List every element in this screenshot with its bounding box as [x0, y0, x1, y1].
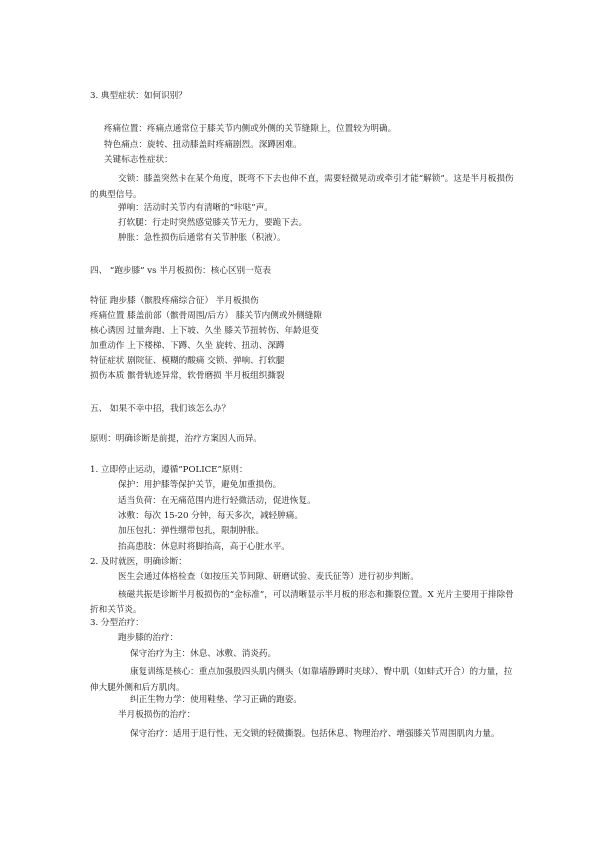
comparison-row: 损伤本质 髌骨轨迹异常，软骨磨损 半月板组织撕裂: [90, 371, 285, 381]
runner-biomech-text: 纠正生物力学：使用鞋垫、学习正确的跑姿。: [130, 695, 302, 705]
mri-text: 核磁共振是诊断半月板损伤的“金标准”，可以清晰显示半月板的形态和撕裂位置。X 光片主要用于排除骨折和关节炎。: [90, 590, 514, 615]
key-signs-label: 关键标志性症状：: [104, 155, 173, 165]
clicking-text: 弹响：活动时关节内有清晰的“咔哒”声。: [118, 203, 273, 213]
elevate-text: 抬高患肢：休息时将脚抬高，高于心脏水平。: [118, 542, 290, 552]
section-3-heading: 3. 典型症状：如何识别？: [90, 91, 187, 101]
comparison-row: 特征症状 剧院征、模糊的酸痛 交锁、弹响、打软腿: [90, 356, 285, 366]
runner-rehab-text: 康复训练是核心：重点加强股四头肌内侧头（如靠墙静蹲时夹球）、臀中肌（如蚌式开合）的力量，拉伸大腿外侧和后方肌肉。: [90, 667, 513, 693]
comparison-row: 疼痛位置 膝盖前部（髌骨周围/后方） 膝关节内侧或外侧缝隙: [90, 311, 322, 321]
meniscus-conservative-text: 保守治疗：适用于退行性、无交锁的轻微撕裂。包括休息、物理治疗、增强膝关节周围肌肉力量。: [130, 729, 500, 739]
ice-text: 冰敷：每次 15-20 分钟，每天多次，减轻肿痛。: [118, 511, 303, 521]
comparison-row: 核心诱因 过量奔跑、上下坡、久坐 膝关节扭转伤、年龄退变: [90, 326, 319, 336]
protect-text: 保护：用护膝等保护关节，避免加重损伤。: [118, 480, 282, 490]
meniscus-treatment-title: 半月板损伤的治疗：: [118, 710, 196, 720]
step-1-heading: 1. 立即停止运动，遵循“POLICE”原则：: [90, 465, 248, 475]
special-pain-text: 特色痛点：旋转、扭动膝盖时疼痛剧烈。深蹲困难。: [104, 140, 302, 150]
swelling-text: 肿胀：急性损伤后通常有关节肿胀（积液）。: [118, 233, 286, 243]
exam-text: 医生会通过体格检查（如按压关节间隙、研磨试验、麦氏征等）进行初步判断。: [118, 572, 419, 582]
load-text: 适当负荷：在无痛范围内进行轻微活动，促进恢复。: [118, 496, 316, 506]
comparison-row: 加重动作 上下楼梯、下蹲、久坐 旋转、扭动、深蹲: [90, 341, 285, 351]
comparison-row: 特征 跑步膝（髌股疼痛综合征） 半月板损伤: [90, 296, 259, 306]
step-3-heading: 3. 分型治疗：: [90, 618, 144, 628]
section-5-heading: 五、 如果不幸中招，我们该怎么办？: [90, 404, 231, 414]
step-2-heading: 2. 及时就医，明确诊断：: [90, 557, 187, 567]
runner-treatment-title: 跑步膝的治疗：: [118, 633, 179, 643]
pain-location-text: 疼痛位置：疼痛点通常位于膝关节内侧或外侧的关节缝隙上，位置较为明确。: [104, 124, 397, 134]
giving-way-text: 打软腿：行走时突然感觉膝关节无力，要跪下去。: [118, 218, 308, 228]
principle-text: 原则：明确诊断是前提，治疗方案因人而异。: [90, 434, 262, 444]
section-4-heading: 四、 “跑步膝” vs 半月板损伤：核心区别一览表: [90, 266, 271, 276]
compress-text: 加压包扎：弹性绷带包扎，限制肿胀。: [118, 526, 265, 536]
locking-text: 交锁：膝盖突然卡在某个角度，既弯不下去也伸不直，需要轻微晃动或牵引才能“解锁”。这是半月板损伤的典型信号。: [90, 174, 514, 200]
runner-conservative-text: 保守治疗为主：休息、冰敷、消炎药。: [130, 649, 277, 659]
